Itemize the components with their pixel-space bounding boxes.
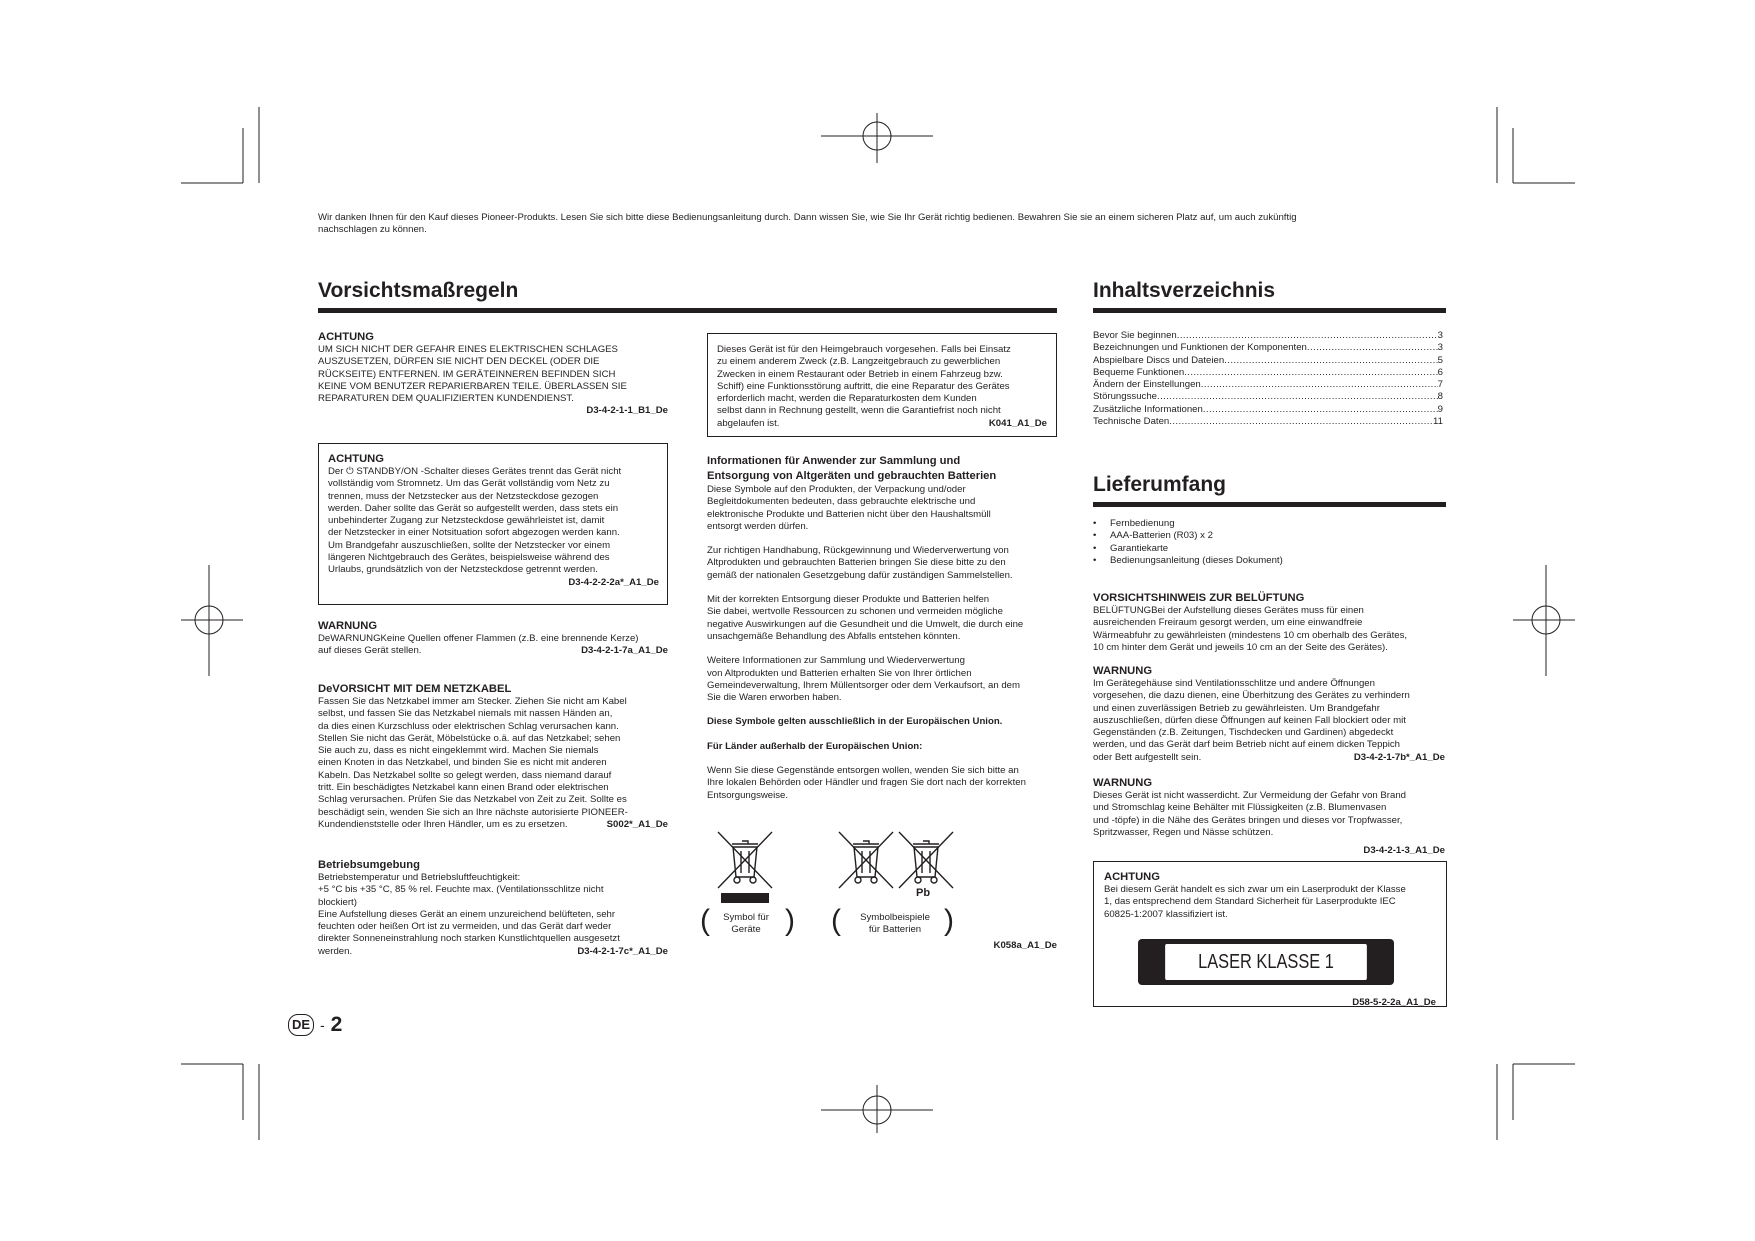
toc-leader bbox=[1224, 355, 1437, 367]
toc-page: 5 bbox=[1437, 354, 1443, 366]
toc-leader bbox=[1169, 416, 1433, 428]
table-of-contents bbox=[1093, 330, 1443, 428]
laser-box bbox=[1093, 861, 1447, 1007]
achtung-title: ACHTUNG bbox=[318, 331, 374, 343]
toc-label: Bevor Sie beginnen bbox=[1093, 330, 1177, 341]
toc-page: 7 bbox=[1437, 379, 1443, 391]
entsorgung-p3: Mit der korrekten Entsorgung dieser Produkte und Batterien helfen Sie dabei, wertvolle Ressourcen zu schonen und vermeiden mögliche negative Auswirkungen auf die Gesundheit und die Umwelt, die durch eine unsachgemäße Behandlung des Abfalls entstehen könnten. bbox=[707, 594, 1024, 642]
ref-code: K041_A1_De bbox=[988, 417, 1047, 429]
list-item: • Bedienungsanleitung (dieses Dokument) bbox=[1110, 555, 1283, 567]
toc-leader bbox=[1307, 342, 1438, 354]
toc-page: 3 bbox=[1437, 330, 1443, 341]
caption-batterien: Symbolbeispiele für Batterien bbox=[860, 912, 930, 936]
ref-code: D3-4-2-2-2a*_A1_De bbox=[568, 576, 659, 588]
entsorgung-p5: Wenn Sie diese Gegenstände entsorgen wollen, wenden Sie sich bitte an Ihre lokalen Behörden oder Händler und fragen Sie dort nach der korrekten Entsorgungsweise. bbox=[707, 765, 1026, 801]
betriebsumgebung-title: Betriebsumgebung bbox=[318, 859, 420, 871]
warnung-title: WARNUNG bbox=[1093, 665, 1153, 677]
weee-bin-icon bbox=[715, 830, 775, 906]
warnung-title: WARNUNG bbox=[1093, 777, 1153, 789]
toc-row[interactable] bbox=[1093, 416, 1443, 428]
pb-label: Pb bbox=[916, 887, 931, 899]
laser-label-text: LASER KLASSE 1 bbox=[1165, 944, 1367, 980]
list-item: • Garantiekarte bbox=[1110, 543, 1283, 555]
toc-row[interactable] bbox=[1093, 404, 1443, 416]
paren-left: ( bbox=[700, 904, 710, 937]
page-number bbox=[288, 1013, 342, 1037]
toc-leader bbox=[1157, 391, 1438, 403]
achtung-title: ACHTUNG bbox=[328, 453, 384, 465]
warnung-ventilation-section bbox=[1093, 665, 1445, 764]
supplied-items-list bbox=[1093, 518, 1283, 567]
laser-label-plate bbox=[1138, 939, 1394, 985]
belueftung-text: BELÜFTUNGBei der Aufstellung dieses Gerätes muss für einen ausreichenden Freiraum gesorgt werden, um eine einwandfreie Wärmeabfuhr zu gewährleisten (mindestens 10 cm oberhalb des Gerätes, 10 cm hinter dem Gerät und jeweils 10 cm an der Seite des Gerätes). bbox=[1093, 605, 1408, 653]
warnung-title: WARNUNG bbox=[318, 620, 378, 632]
achtung-text: UM SICH NICHT DER GEFAHR EINES ELEKTRISCHEN SCHLAGES AUSZUSETZEN, DÜRFEN SIE NICHT DEN DECKEL (ODER DIE RÜCKSEITE) ENTFERNEN. IM GERÄTEINNEREN BEFINDEN SICH KEINE VOM BENUTZER REPARIERBAREN TEILE. ÜBERLASSEN SIE REPARATUREN DEM QUALIFIZIERTEN KUNDENDIENST. bbox=[318, 344, 627, 405]
intro-text: Wir danken Ihnen für den Kauf dieses Pioneer-Produkts. Lesen Sie sich bitte diese Bedienungsanleitung durch. Dann wissen Sie, wie Sie Ihr Gerät richtig bedienen. Bewahren Sie sie an einem sicheren Platz auf, um auch zukünftig nachschlagen zu können. bbox=[318, 212, 1297, 236]
ref-code: D3-4-2-1-7b*_A1_De bbox=[1353, 751, 1445, 763]
language-badge: DE bbox=[288, 1014, 314, 1036]
achtung-section-1 bbox=[318, 331, 668, 418]
heading-rule bbox=[318, 308, 1057, 313]
toc-page: 9 bbox=[1437, 403, 1443, 415]
battery-pb-bin-icon bbox=[896, 830, 956, 894]
toc-label: Abspielbare Discs und Dateien bbox=[1093, 354, 1225, 366]
toc-label: Bezeichnungen und Funktionen der Komponenten bbox=[1093, 342, 1307, 354]
ref-code: K058a_A1_De bbox=[993, 940, 1057, 951]
paren-right: ) bbox=[944, 904, 954, 937]
heading-rule bbox=[1093, 502, 1446, 507]
heimgebrauch-text: Dieses Gerät ist für den Heimgebrauch vorgesehen. Falls bei Einsatz zu einem anderem Zweck (z.B. Langzeitgebrauch zu gewerblichen Zwecken in einem Restaurant oder Betrieb in einem Fahrzeug bzw. Schiff) eine Funktionsstörung auftritt, die eine Reparatur des Gerätes erforderlich macht, werden die Reparaturkosten dem Kunden selbst dann in Rechnung gestellt, wenn die Garantiefrist noch nicht abgelaufen ist. bbox=[717, 344, 1011, 429]
warnung-section bbox=[318, 620, 668, 658]
paren-left: ( bbox=[831, 904, 841, 937]
belueftung-title: VORSICHTSHINWEIS ZUR BELÜFTUNG bbox=[1093, 592, 1305, 604]
netzkabel-title: DeVORSICHT MIT DEM NETZKABEL bbox=[318, 683, 512, 695]
battery-bin-icon bbox=[836, 830, 896, 894]
toc-label: Zusätzliche Informationen bbox=[1093, 403, 1203, 415]
toc-row[interactable] bbox=[1093, 355, 1443, 367]
toc-label: Technische Daten bbox=[1093, 416, 1170, 428]
achtung-standby-text: Der ⏻ STANDBY/ON -Schalter dieses Gerätes trennt das Gerät nicht vollständig vom Stromnetz. Um das Gerät vollständig vom Netz zu trennen, muss der Netzstecker aus der Netzsteckdose gezogen werden. Daher sollte das Gerät so aufgestellt werden, dass stets ein unbehinderter Zugang zur Netzsteckdose gewährleistet ist, damit der Netzstecker in einer Notsituation sofort abgezogen werden kann. Um Brandgefahr auszuschließen, sollte der Netzstecker vor einem längeren Nichtgebrauch des Gerätes, beispielsweise während des Urlaubs, grundsätzlich von der Netzsteckdose getrennt werden. bbox=[328, 466, 622, 576]
heimgebrauch-box bbox=[707, 333, 1057, 437]
entsorgung-p4: Weitere Informationen zur Sammlung und Wiederverwertung von Altprodukten und Batterien erhalten Sie von Ihrer örtlichen Gemeindeverwaltung, Ihrem Müllentsorger oder dem Verkaufsort, an dem Sie die Waren erworben haben. bbox=[707, 655, 1021, 704]
caption-geraete: Symbol für Geräte bbox=[723, 912, 769, 936]
warnung-wasser-section bbox=[1093, 777, 1445, 857]
heading-rule bbox=[1093, 308, 1446, 313]
warnung-wasser-text: Dieses Gerät ist nicht wasserdicht. Zur Vermeidung der Gefahr von Brand und Stromschlag keine Behälter mit Flüssigkeiten (z.B. Blumenvasen und -töpfe) in die Nähe des Gerätes bringen und dieses vor Tropfwasser, Spritzwasser, Regen und Nässe schützen. bbox=[1093, 790, 1407, 838]
toc-page: 8 bbox=[1437, 391, 1443, 403]
ref-code: D58-5-2-2a_A1_De bbox=[1352, 996, 1436, 1008]
laser-achtung-title: ACHTUNG bbox=[1104, 871, 1160, 883]
list-item: • Fernbedienung bbox=[1110, 518, 1283, 530]
toc-page: 6 bbox=[1437, 366, 1443, 378]
paren-right: ) bbox=[785, 904, 795, 937]
achtung-standby-box bbox=[318, 443, 668, 605]
non-eu-note: Für Länder außerhalb der Europäischen Union: bbox=[707, 740, 923, 752]
netzkabel-section bbox=[318, 683, 668, 831]
toc-leader bbox=[1184, 367, 1437, 379]
toc-page: 11 bbox=[1433, 416, 1443, 428]
toc-row[interactable] bbox=[1093, 367, 1443, 379]
ref-code: D3-4-2-1-1_B1_De bbox=[586, 405, 668, 417]
toc-row[interactable] bbox=[1093, 379, 1443, 391]
page-separator: - bbox=[320, 1017, 325, 1033]
page-number-value: 2 bbox=[330, 1013, 343, 1036]
heading-lieferumfang: Lieferumfang bbox=[1093, 473, 1227, 496]
belueftung-section bbox=[1093, 592, 1448, 654]
entsorgung-section bbox=[707, 454, 1059, 802]
heading-inhaltsverzeichnis: Inhaltsverzeichnis bbox=[1093, 279, 1276, 302]
ref-code: S002*_A1_De bbox=[606, 818, 668, 830]
betriebsumgebung-section bbox=[318, 859, 668, 958]
warnung-text: DeWARNUNGKeine Quellen offener Flammen (z.B. eine brennende Kerze) auf dieses Gerät stellen. bbox=[318, 633, 639, 657]
laser-text: Bei diesem Gerät handelt es sich zwar um ein Laserprodukt der Klasse 1, das entsprechend dem Standard Sicherheit für Laserprodukte IEC 60825-1:2007 klassifiziert ist. bbox=[1104, 884, 1406, 920]
ref-code: D3-4-2-1-3_A1_De bbox=[1363, 845, 1445, 857]
toc-leader bbox=[1177, 330, 1438, 342]
eu-note: Diese Symbole gelten ausschließlich in der Europäischen Union. bbox=[707, 716, 1003, 728]
toc-label: Störungssuche bbox=[1093, 391, 1157, 403]
ref-code: D3-4-2-1-7c*_A1_De bbox=[577, 945, 668, 957]
entsorgung-title: Informationen für Anwender zur Sammlung und Entsorgung von Altgeräten und gebrauchten Batterien bbox=[707, 455, 997, 482]
toc-row[interactable] bbox=[1093, 342, 1443, 354]
warnung-ventilation-text: Im Gerätegehäuse sind Ventilationsschlitze und andere Öffnungen vorgesehen, die dazu dienen, eine Überhitzung des Gerätes zu verhindern und einen zuverlässigen Betrieb zu gewährleisten. Um Brandgefahr auszuschließen, dürfen diese Öffnungen auf keinen Fall blockiert oder mit Gegenständen (z.B. Zeitungen, Tischdecken und Gardinen) abgedeckt werden, und das Gerät darf beim Betrieb nicht auf einem dicken Teppich oder Bett aufgestellt sein. bbox=[1093, 678, 1410, 763]
toc-label: Bequeme Funktionen bbox=[1093, 366, 1185, 378]
heading-vorsichtsmassregeln: Vorsichtsmaßregeln bbox=[318, 279, 519, 302]
toc-label: Ändern der Einstellungen bbox=[1093, 379, 1201, 391]
toc-leader bbox=[1203, 404, 1438, 416]
toc-row[interactable] bbox=[1093, 330, 1443, 342]
ref-code: D3-4-2-1-7a_A1_De bbox=[581, 645, 668, 657]
toc-page: 3 bbox=[1437, 342, 1443, 354]
netzkabel-text: Fassen Sie das Netzkabel immer am Stecker. Ziehen Sie nicht am Kabel selbst, und fassen Sie das Netzkabel niemals mit nassen Händen an, da dies einen Kurzschluss oder elektrischen Schlag verursachen kann. Stellen Sie nicht das Gerät, Möbelstücke o.ä. auf das Netzkabel; sehen Sie auch zu, dass es nicht eingeklemmt wird. Machen Sie niemals einen Knoten in das Netzkabel, und binden Sie es nicht mit anderen Kabeln. Das Netzkabel sollte so gelegt werden, dass niemand darauf tritt. Ein beschädigtes Netzkabel kann einen Brand oder elektrischen Schlag verursachen. Prüfen Sie das Netzkabel von Zeit zu Zeit. Sollte es beschädigt sein, wenden Sie sich an Ihre nächste autorisierte PIONEER- Kundendienststelle oder Ihren Händler, um es zu ersetzen. bbox=[318, 696, 628, 830]
entsorgung-p1: Diese Symbole auf den Produkten, der Verpackung und/oder Begleitdokumenten bedeuten, dass gebrauchte elektrische und elektronische Produkte und Batterien nicht über den Haushaltsmüll entsorgt werden dürfen. bbox=[707, 484, 991, 532]
entsorgung-p2: Zur richtigen Handhabung, Rückgewinnung und Wiederverwertung von Altprodukten und gebrauchten Batterien bringen Sie diese bitte zu den gemäß der nationalen Gesetzgebung dafür zuständigen Sammelstellen. bbox=[707, 545, 1013, 581]
toc-leader bbox=[1201, 379, 1438, 391]
list-item: • AAA-Batterien (R03) x 2 bbox=[1110, 530, 1283, 542]
toc-row[interactable] bbox=[1093, 391, 1443, 403]
betriebsumgebung-text: Betriebstemperatur und Betriebsluftfeuchtigkeit: +5 °C bis +35 °C, 85 % rel. Feuchte max. (Ventilationsschlitze nicht blockiert) Eine Aufstellung dieses Gerät an einem unzureichend belüfteten, sehr feuchten oder heißen Ort ist zu vermeiden, und das Gerät darf weder direkter Sonneneinstrahlung noch starken Kunstlichtquellen ausgesetzt werden. bbox=[318, 872, 620, 957]
